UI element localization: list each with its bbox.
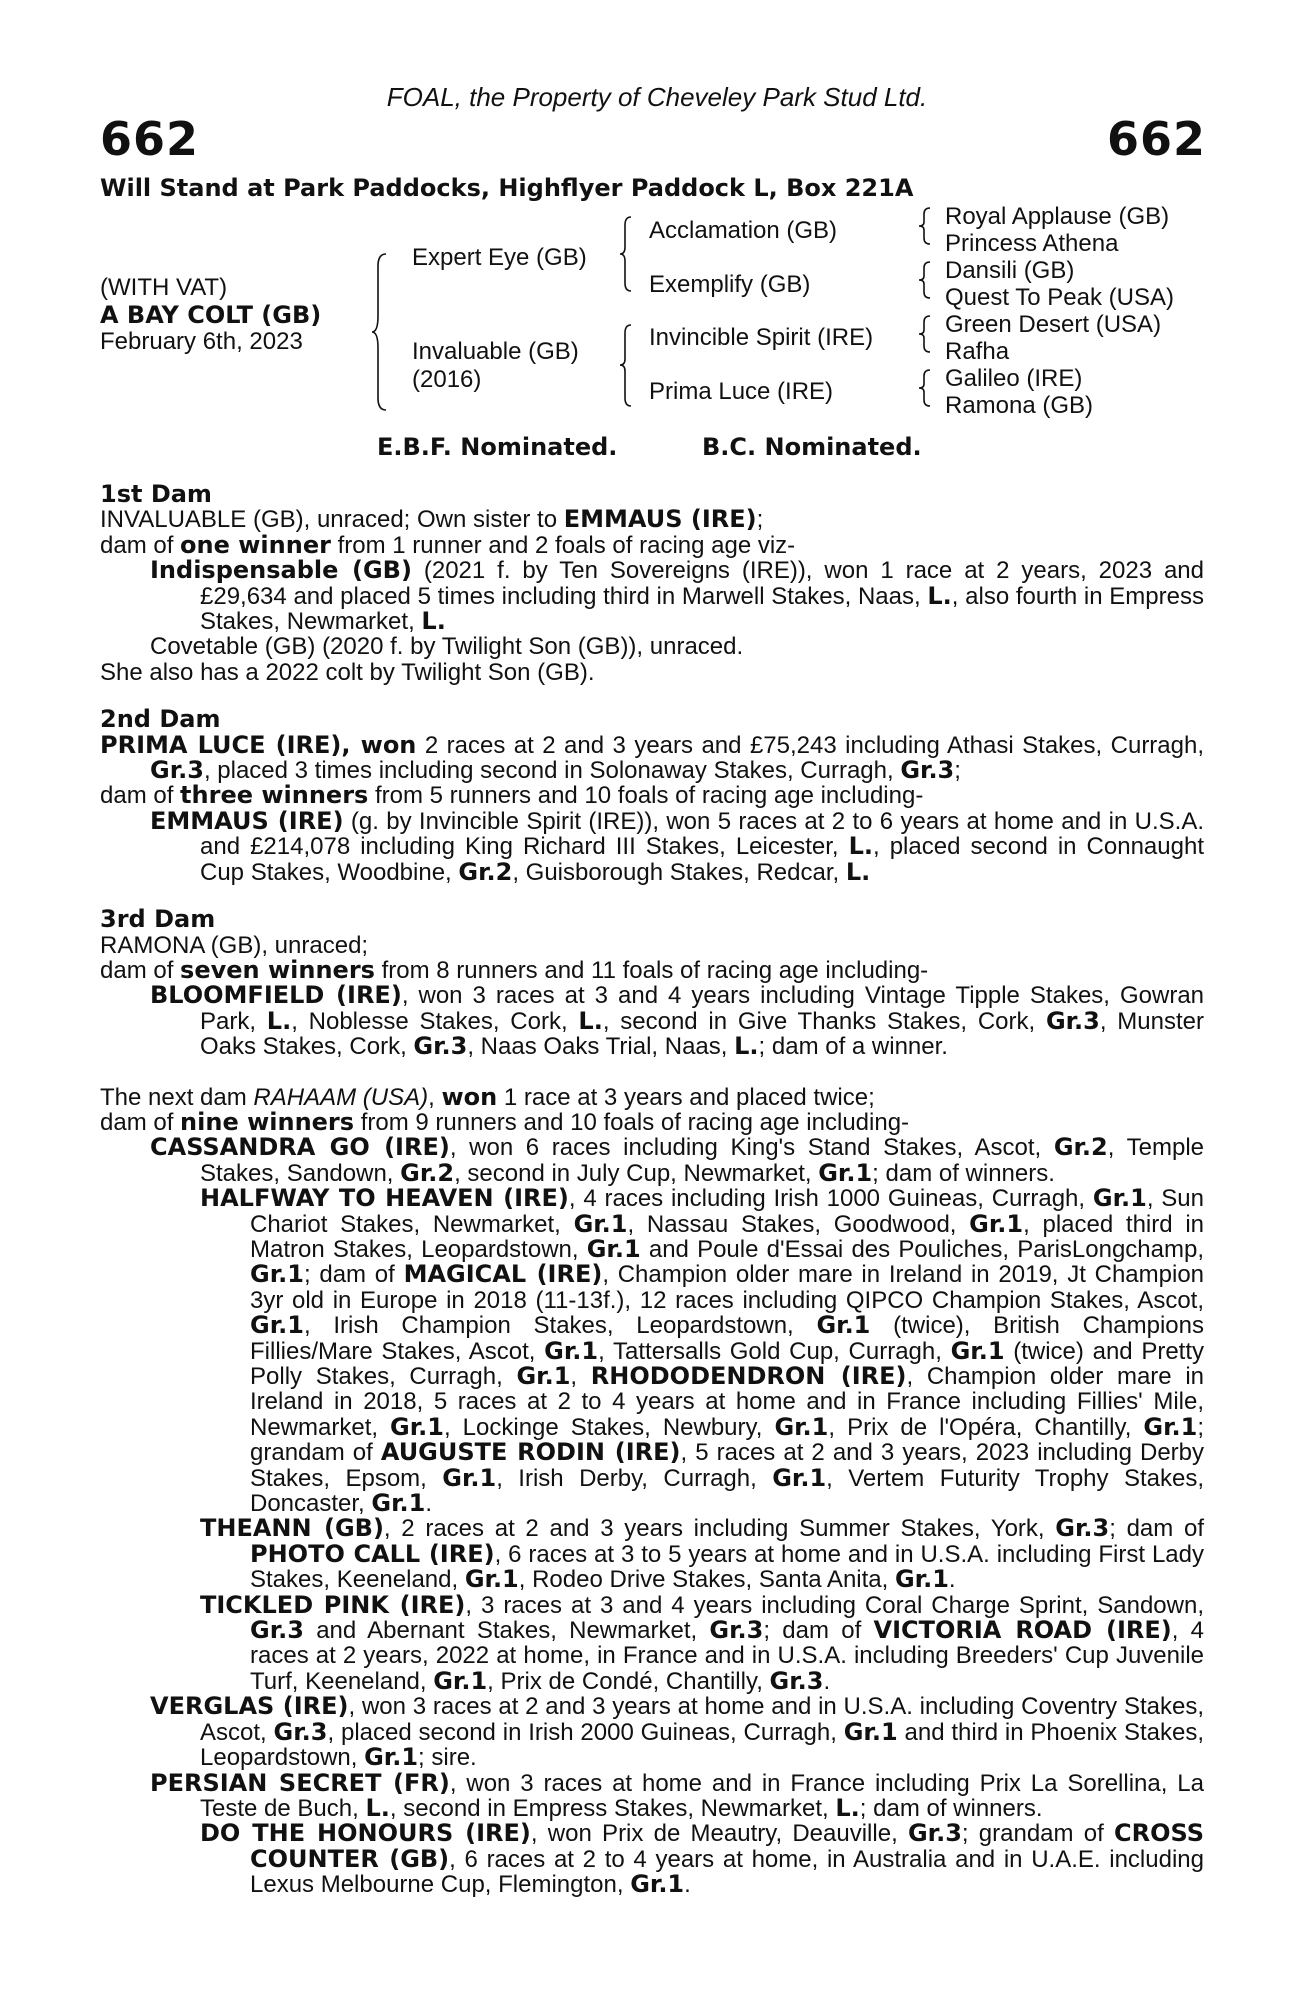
pedigree-bracket-g3-3 xyxy=(918,314,934,354)
lot-number-left: 662 xyxy=(100,112,200,166)
second-dam-section xyxy=(100,730,1205,886)
pedigree-dam-sire: Invincible Spirit (IRE) xyxy=(649,324,874,351)
pedigree-entry: PRIMA LUCE (IRE), won 2 races at 2 and 3 years and £75,243 including Athasi Stakes, Curragh, Gr.3, placed 3 times including second in Solonaway Stakes, Curragh, Gr.3; xyxy=(100,730,1205,785)
pedigree-entry: TICKLED PINK (IRE), 3 races at 3 and 4 years including Coral Charge Sprint, Sandown, Gr.3 and Abernant Stakes, Newmarket, Gr.3; dam of VICTORIA ROAD (IRE), 4 races at 2 years, 2022 at home, in France and in U.S.A. including Breeders' Cup Juvenile Turf, Keeneland, Gr.1, Prix de Condé, Chantilly, Gr.3. xyxy=(200,1590,1205,1695)
pedigree-entry: EMMAUS (IRE) (g. by Invincible Spirit (IRE)), won 5 races at 2 to 6 years at home and in U.S.A. and £214,078 including King Richard III Stakes, Leicester, L., placed second in Connaught Cup Stakes, Woodbine, Gr.2, Guisborough Stakes, Redcar, L. xyxy=(150,806,1204,886)
pedigree-bracket-g3-1 xyxy=(918,206,934,246)
horse-dob: February 6th, 2023 xyxy=(100,328,303,355)
pedigree-entry: dam of three winners from 5 runners and 10 foals of racing age including- xyxy=(100,781,924,810)
pedigree-bracket-g3-4 xyxy=(918,368,934,408)
pedigree-sire-dam: Exemplify (GB) xyxy=(649,271,811,298)
pedigree-entry: THEANN (GB), 2 races at 2 and 3 years including Summer Stakes, York, Gr.3; dam of PHOTO CALL (IRE), 6 races at 3 to 5 years at home and in U.S.A. including First Lady Stakes, Keeneland, Gr.1, Rodeo Drive Stakes, Santa Anita, Gr.1. xyxy=(200,1514,1204,1594)
next-dam-section xyxy=(100,1082,1205,1899)
pedigree-entry: dam of nine winners from 9 runners and 10 foals of racing age including- xyxy=(100,1107,910,1136)
pedigree-entry: Indispensable (GB) (2021 f. by Ten Sovereigns (IRE)), won 1 race at 2 years, 2023 and £29,634 and placed 5 times including third in Marwell Stakes, Naas, L., also fourth in Empress Stakes, Newmarket, L. xyxy=(150,556,1204,636)
third-dam-heading: 3rd Dam xyxy=(100,905,216,934)
lot-number-right: 662 xyxy=(1106,112,1206,166)
pedigree-dss: Green Desert (USA) xyxy=(945,311,1162,338)
pedigree-sds: Dansili (GB) xyxy=(945,257,1075,284)
pedigree-dsd: Rafha xyxy=(945,338,1010,365)
pedigree-dam-year: (2016) xyxy=(412,366,482,393)
pedigree-dam: Invaluable (GB) xyxy=(412,338,579,365)
pedigree-entry: PERSIAN SECRET (FR), won 3 races at home and in France including Prix La Sorellina, La Teste de Buch, L., second in Empress Stakes, Newmarket, L.; dam of winners. xyxy=(150,1768,1204,1822)
ebf-nomination: E.B.F. Nominated. xyxy=(377,433,618,461)
owner-line: FOAL, the Property of Cheveley Park Stud Ltd. xyxy=(386,82,928,112)
bc-nomination: B.C. Nominated. xyxy=(702,433,922,461)
second-dam-heading: 2nd Dam xyxy=(100,705,221,734)
pedigree-sire: Expert Eye (GB) xyxy=(412,244,587,271)
pedigree-entry: RAMONA (GB), unraced; xyxy=(100,931,369,959)
first-dam-heading: 1st Dam xyxy=(100,480,212,508)
pedigree-entry: INVALUABLE (GB), unraced; Own sister to EMMAUS (IRE); xyxy=(100,505,764,534)
pedigree-ssd: Princess Athena xyxy=(945,230,1119,257)
pedigree-dam-dam: Prima Luce (IRE) xyxy=(649,378,834,405)
pedigree-sdd: Quest To Peak (USA) xyxy=(945,284,1174,311)
pedigree-sss: Royal Applause (GB) xyxy=(945,203,1170,230)
third-dam-section xyxy=(100,933,1204,1060)
pedigree-entry: She also has a 2022 colt by Twilight Son (GB). xyxy=(100,658,595,686)
pedigree-bracket-sire xyxy=(619,215,635,293)
pedigree-dds: Galileo (IRE) xyxy=(945,365,1083,392)
pedigree-entry: dam of seven winners from 8 runners and 11 foals of racing age including- xyxy=(100,955,929,984)
stand-location: Will Stand at Park Paddocks, Highflyer Paddock L, Box 221A xyxy=(100,174,914,202)
vat-note: (WITH VAT) xyxy=(100,274,228,301)
pedigree-entry: Covetable (GB) (2020 f. by Twilight Son (GB)), unraced. xyxy=(150,633,744,661)
horse-name: A BAY COLT (GB) xyxy=(100,301,322,329)
pedigree-entry: DO THE HONOURS (IRE), won Prix de Meautry, Deauville, Gr.3; grandam of CROSS COUNTER (GB), 6 races at 2 to 4 years at home, in Australia and in U.A.E. including Lexus Melbourne Cup, Flemington, Gr.1. xyxy=(200,1819,1204,1899)
pedigree-entry: VERGLAS (IRE), won 3 races at 2 and 3 years at home and in U.S.A. including Coventry Stakes, Ascot, Gr.3, placed second in Irish 2000 Guineas, Curragh, Gr.1 and third in Phoenix Stakes, Leopardstown, Gr.1; sire. xyxy=(150,1692,1205,1772)
first-dam-section xyxy=(100,507,1204,685)
pedigree-bracket-dam xyxy=(619,323,635,408)
pedigree-ddd: Ramona (GB) xyxy=(945,392,1094,419)
pedigree-bracket-gen1 xyxy=(370,252,390,412)
spacer xyxy=(100,1060,1204,1085)
pedigree-entry: HALFWAY TO HEAVEN (IRE), 4 races including Irish 1000 Guineas, Curragh, Gr.1, Sun Chariot Stakes, Newmarket, Gr.1, Nassau Stakes, Goodwood, Gr.1, placed third in Matron Stakes, Leopardstown, Gr.1 and Poule d'Essai des Pouliches, ParisLongchamp, Gr.1; dam of MAGICAL (IRE), Champion older mare in Ireland in 2019, Jt Champion 3yr old in Europe in 2018 (11-13f.), 12 races including QIPCO Champion Stakes, Ascot, Gr.1, Irish Champion Stakes, Leopardstown, Gr.1 (twice), British Champions Fillies/Mare Stakes, Ascot, Gr.1, Tattersalls Gold Cup, Curragh, Gr.1 (twice) and Pretty Polly Stakes, Curragh, Gr.1, RHODODENDRON (IRE), Champion older mare in Ireland in 2018, 5 races at 2 to 4 years at home and in France including Fillies' Mile, Newmarket, Gr.1, Lockinge Stakes, Newbury, Gr.1, Prix de l'Opéra, Chantilly, Gr.1; grandam of AUGUSTE RODIN (IRE), 5 races at 2 and 3 years, 2023 including Derby Stakes, Epsom, Gr.1, Irish Derby, Curragh, Gr.1, Vertem Futurity Trophy Stakes, Doncaster, Gr.1. xyxy=(200,1184,1205,1518)
pedigree-bracket-g3-2 xyxy=(918,260,934,300)
pedigree-entry: CASSANDRA GO (IRE), won 6 races including King's Stand Stakes, Ascot, Gr.2, Temple Stakes, Sandown, Gr.2, second in July Cup, Newmarket, Gr.1; dam of winners. xyxy=(150,1133,1204,1187)
pedigree-sire-sire: Acclamation (GB) xyxy=(649,217,838,244)
pedigree-entry: dam of one winner from 1 runner and 2 foals of racing age viz- xyxy=(100,530,796,559)
pedigree-entry: BLOOMFIELD (IRE), won 3 races at 3 and 4 years including Vintage Tipple Stakes, Gowran Park, L., Noblesse Stakes, Cork, L., second in Give Thanks Stakes, Cork, Gr.3, Munster Oaks Stakes, Cork, Gr.3, Naas Oaks Trial, Naas, L.; dam of a winner. xyxy=(150,981,1205,1061)
catalogue-body xyxy=(100,462,1204,1898)
pedigree-entry: The next dam RAHAAM (USA), won 1 race at 3 years and placed twice; xyxy=(100,1082,875,1111)
